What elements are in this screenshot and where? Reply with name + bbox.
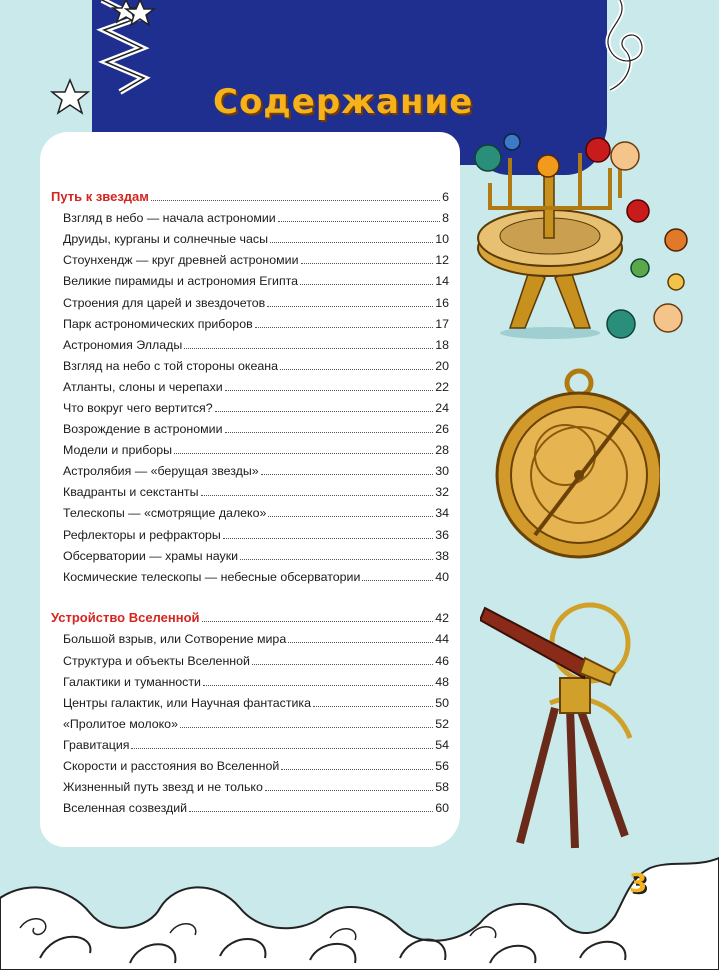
toc-page-number: 52 bbox=[435, 717, 449, 731]
toc-page-number: 8 bbox=[442, 211, 449, 225]
toc-item-title: «Пролитое молоко» bbox=[63, 717, 178, 731]
toc-item-title: Рефлекторы и рефракторы bbox=[63, 528, 221, 542]
toc-section[interactable] bbox=[51, 607, 449, 625]
toc-item-title: Друиды, курганы и солнечные часы bbox=[63, 232, 268, 246]
leader-dots bbox=[174, 453, 433, 454]
leader-dots bbox=[278, 221, 440, 222]
leader-dots bbox=[362, 580, 433, 581]
toc-page-number: 48 bbox=[435, 675, 449, 689]
toc-item-title: Гравитация bbox=[63, 738, 130, 752]
page-title: Содержание bbox=[213, 82, 474, 122]
swirl-decoration bbox=[0, 838, 719, 970]
toc-item[interactable] bbox=[51, 755, 449, 773]
toc-page-number: 56 bbox=[435, 759, 449, 773]
toc-item-title: Скорости и расстояния во Вселенной bbox=[63, 759, 280, 773]
toc-item-title: Стоунхендж — круг древней астрономии bbox=[63, 253, 299, 267]
leader-dots bbox=[201, 495, 434, 496]
toc-item[interactable] bbox=[51, 439, 449, 457]
toc-item[interactable] bbox=[51, 797, 449, 815]
toc-item[interactable] bbox=[51, 334, 449, 352]
toc-item-title: Космические телескопы — небесные обсерватории bbox=[63, 570, 361, 584]
toc-item[interactable] bbox=[51, 502, 449, 520]
toc-item[interactable] bbox=[51, 207, 449, 225]
leader-dots bbox=[240, 559, 433, 560]
toc-item[interactable] bbox=[51, 397, 449, 415]
leader-dots bbox=[225, 432, 434, 433]
toc-page-number: 32 bbox=[435, 485, 449, 499]
swirl-decoration bbox=[590, 0, 660, 110]
toc-item[interactable] bbox=[51, 545, 449, 563]
toc-item-title: Большой взрыв, или Сотворение мира bbox=[63, 632, 287, 646]
leader-dots bbox=[203, 685, 433, 686]
toc-page-number: 54 bbox=[435, 738, 449, 752]
toc-item[interactable] bbox=[51, 650, 449, 668]
toc-item[interactable] bbox=[51, 734, 449, 752]
toc-page-number: 44 bbox=[435, 632, 449, 646]
toc-page-number: 20 bbox=[435, 359, 449, 373]
toc-item[interactable] bbox=[51, 418, 449, 436]
toc-item[interactable] bbox=[51, 692, 449, 710]
leader-dots bbox=[252, 664, 433, 665]
toc-item[interactable] bbox=[51, 566, 449, 584]
toc-item-title: Жизненный путь звезд и не только bbox=[63, 780, 263, 794]
leader-dots bbox=[131, 748, 433, 749]
toc-item[interactable] bbox=[51, 524, 449, 542]
telescope-icon bbox=[480, 588, 660, 853]
toc-page-number: 38 bbox=[435, 549, 449, 563]
toc-item[interactable] bbox=[51, 713, 449, 731]
orrery-icon bbox=[470, 128, 705, 343]
leader-dots bbox=[255, 327, 434, 328]
toc-item-title: Что вокруг чего вертится? bbox=[63, 401, 213, 415]
toc-item-title: Взгляд на небо с той стороны океана bbox=[63, 359, 278, 373]
toc-item-title: Структура и объекты Вселенной bbox=[63, 654, 250, 668]
toc-item[interactable] bbox=[51, 460, 449, 478]
toc-page-number: 6 bbox=[442, 190, 449, 204]
toc-page-number: 34 bbox=[435, 506, 449, 520]
leader-dots bbox=[268, 516, 433, 517]
toc-item-title: Астрономия Эллады bbox=[63, 338, 183, 352]
toc-item-title: Квадранты и секстанты bbox=[63, 485, 199, 499]
leader-dots bbox=[189, 811, 433, 812]
leader-dots bbox=[281, 769, 433, 770]
toc-page-number: 36 bbox=[435, 528, 449, 542]
leader-dots bbox=[151, 200, 440, 201]
leader-dots bbox=[301, 263, 434, 264]
toc-item[interactable] bbox=[51, 249, 449, 267]
leader-dots bbox=[261, 474, 434, 475]
toc-page-number: 16 bbox=[435, 296, 449, 310]
toc-section[interactable] bbox=[51, 186, 449, 204]
toc-item-title: Центры галактик, или Научная фантастика bbox=[63, 696, 312, 710]
toc-item[interactable] bbox=[51, 355, 449, 373]
toc-page-number: 46 bbox=[435, 654, 449, 668]
page-number: 3 bbox=[629, 869, 648, 899]
toc-page-number: 24 bbox=[435, 401, 449, 415]
toc-page-number: 12 bbox=[435, 253, 449, 267]
toc-page-number: 22 bbox=[435, 380, 449, 394]
toc-item-title: Атланты, слоны и черепахи bbox=[63, 380, 223, 394]
star-icon bbox=[120, 0, 160, 28]
leader-dots bbox=[288, 642, 433, 643]
leader-dots bbox=[313, 706, 433, 707]
toc-item-title: Астролябия — «берущая звезды» bbox=[63, 464, 259, 478]
toc-item-title: Парк астрономических приборов bbox=[63, 317, 253, 331]
leader-dots bbox=[215, 411, 434, 412]
toc-item[interactable] bbox=[51, 776, 449, 794]
toc-page-number: 26 bbox=[435, 422, 449, 436]
toc-item[interactable] bbox=[51, 376, 449, 394]
leader-dots bbox=[180, 727, 433, 728]
toc-item-title: Вселенная созвездий bbox=[63, 801, 188, 815]
toc-page-number: 10 bbox=[435, 232, 449, 246]
toc-page-number: 18 bbox=[435, 338, 449, 352]
toc-item-title: Галактики и туманности bbox=[63, 675, 201, 689]
toc-item-title: Взгляд в небо — начала астрономии bbox=[63, 211, 276, 225]
toc-item-title: Телескопы — «смотрящие далеко» bbox=[63, 506, 267, 520]
toc-item[interactable] bbox=[51, 313, 449, 331]
toc-item[interactable] bbox=[51, 270, 449, 288]
toc-page-number: 42 bbox=[435, 611, 449, 625]
toc-item-title: Модели и приборы bbox=[63, 443, 173, 457]
toc-page-number: 14 bbox=[435, 274, 449, 288]
toc-item-title: Обсерватории — храмы науки bbox=[63, 549, 239, 563]
toc-item-title: Возрождение в астрономии bbox=[63, 422, 223, 436]
leader-dots bbox=[184, 348, 433, 349]
toc-page-number: 58 bbox=[435, 780, 449, 794]
toc-page-number: 30 bbox=[435, 464, 449, 478]
leader-dots bbox=[223, 538, 433, 539]
toc-page-number: 17 bbox=[435, 317, 449, 331]
leader-dots bbox=[202, 621, 434, 622]
astrolabe-icon bbox=[495, 365, 660, 565]
toc-item[interactable] bbox=[51, 292, 449, 310]
toc-page-number: 40 bbox=[435, 570, 449, 584]
toc-page-number: 50 bbox=[435, 696, 449, 710]
leader-dots bbox=[267, 306, 433, 307]
toc-section-title: Устройство Вселенной bbox=[51, 610, 200, 625]
leader-dots bbox=[270, 242, 433, 243]
leader-dots bbox=[225, 390, 434, 391]
leader-dots bbox=[265, 790, 433, 791]
leader-dots bbox=[300, 284, 433, 285]
toc-item-title: Великие пирамиды и астрономия Египта bbox=[63, 274, 299, 288]
toc-section-title: Путь к звездам bbox=[51, 189, 149, 204]
toc-item[interactable] bbox=[51, 671, 449, 689]
toc-item-title: Строения для царей и звездочетов bbox=[63, 296, 266, 310]
toc-item[interactable] bbox=[51, 228, 449, 246]
toc-page-number: 28 bbox=[435, 443, 449, 457]
toc-item[interactable] bbox=[51, 481, 449, 499]
toc-page-number: 60 bbox=[435, 801, 449, 815]
leader-dots bbox=[280, 369, 433, 370]
toc-item[interactable] bbox=[51, 628, 449, 646]
